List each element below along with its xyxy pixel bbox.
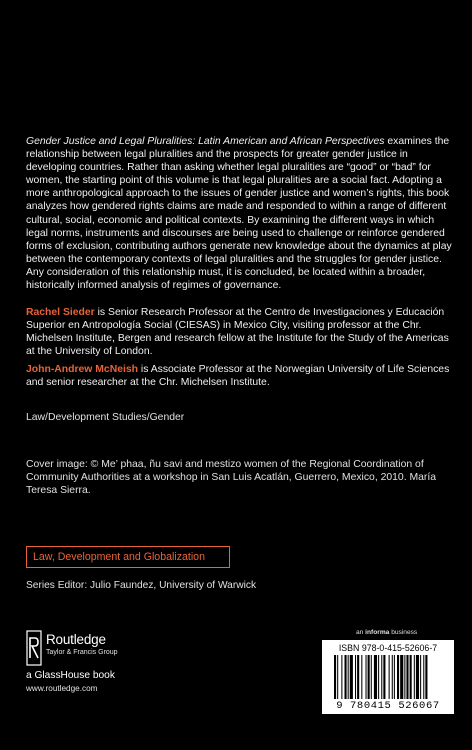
publisher-website: www.routledge.com bbox=[26, 684, 98, 693]
isbn-label: ISBN 978-0-415-52606-7 bbox=[338, 643, 438, 653]
author-bio-text-2: is Associate Professor at the Norwegian University of Life Sciences and senior researcher at the Chr. Michelsen Institute. bbox=[26, 364, 450, 389]
publisher-group: Taylor & Francis Group bbox=[46, 649, 118, 656]
informa-business-label: an informa business bbox=[356, 629, 418, 636]
informa-word: informa bbox=[365, 629, 390, 636]
subject-category: Law/Development Studies/Gender bbox=[26, 412, 185, 423]
book-title: Gender Justice and Legal Pluralities: Latin American and African Perspectives bbox=[26, 136, 385, 147]
author-bio-2 bbox=[26, 363, 454, 389]
routledge-logo-icon bbox=[26, 630, 42, 666]
author-bio-text-1: is Senior Research Professor at the Centro de Investigaciones y Educación Superior en Antropología Social (CIESAS) in Mexico City, visiting professor at the Chr. Michelsen Institute, Bergen and research fellow at the Institute for the Study of the Americas at the University of London. bbox=[26, 307, 449, 358]
author-bio-1 bbox=[26, 306, 454, 358]
blurb-text: examines the relationship between legal pluralities and the prospects for greater gender justice in developing countries. Rather than asking whether legal pluralities are “good” or “bad” for women, the starting point of this volume is that legal pluralities are a social fact. Adopting a more anthropological approach to the issues of gender justice and women’s rights, this book analyzes how gendered rights claims are made and responded to within a range of different cultural, social, economic and political contexts. By examining the different ways in which legal norms, instruments and discourses are being used to challenge or reinforce gendered forms of exclusion, contributing authors generate new knowledge about the dynamics at play between the contemporary contexts of legal pluralities and the struggles for gender justice. Any consideration of this relationship must, it is concluded, be located within a broader, historically informed analysis of regimes of governance. bbox=[26, 136, 452, 292]
publisher-logo-block bbox=[26, 628, 166, 693]
barcode-icon bbox=[326, 655, 450, 701]
author-name-2: John-Andrew McNeish bbox=[26, 364, 138, 375]
imprint-label: a GlassHouse book bbox=[26, 670, 115, 681]
series-title: Law, Development and Globalization bbox=[33, 551, 205, 563]
blurb-paragraph bbox=[26, 135, 454, 292]
cover-image-credit: Cover image: © Me’ phaa, ñu savi and mestizo women of the Regional Coordination of Community Authorities at a workshop in San Luis Acatlán, Guerrero, Mexico, 2010. María Teresa Sierra. bbox=[26, 459, 437, 497]
series-editor: Series Editor: Julio Faundez, University of Warwick bbox=[26, 580, 257, 591]
barcode-panel bbox=[322, 640, 454, 714]
barcode-digits: 9 780415 526067 bbox=[336, 700, 440, 712]
publisher-name: Routledge bbox=[46, 632, 106, 647]
author-name-1: Rachel Sieder bbox=[26, 307, 95, 318]
series-title-box bbox=[26, 546, 230, 568]
